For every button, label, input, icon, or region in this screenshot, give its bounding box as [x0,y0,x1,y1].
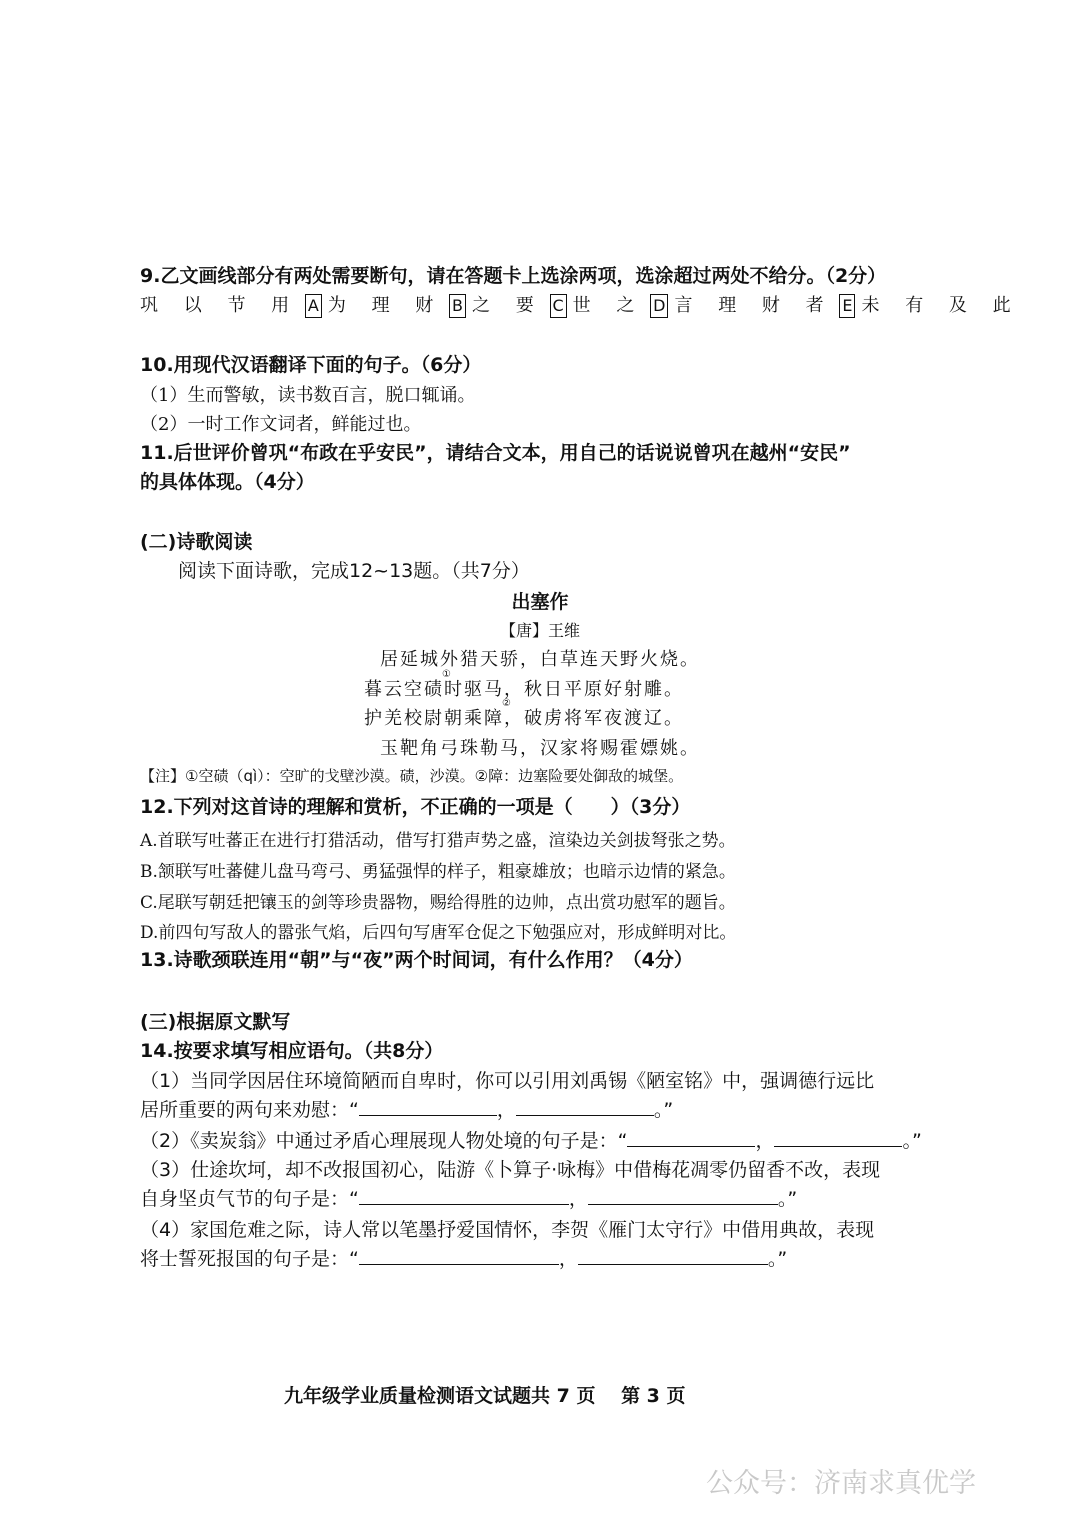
poem-line-4: 玉靶角弓珠勒马，汉家将赐霍嫖姚。 [380,738,700,759]
q12-option-b[interactable]: B.颔联写吐蕃健儿盘马弯弓、勇猛强悍的样子，粗豪雄放；也暗示边情的紧急。 [140,862,736,882]
note-mark-2: ② [502,698,511,709]
q14-item-1-blank-1[interactable] [359,1097,497,1116]
q9-segment-1: 巩 以 节 用 [140,295,300,316]
q9-segment-5: 言 理 财 者 [674,295,834,316]
q14-item-3-blank-1[interactable] [359,1186,569,1205]
q14-item-2 [140,1126,922,1153]
poem-line-1: 居延城外猎天骄，白草连天野火烧。 [380,649,700,670]
note-mark-1: ① [442,669,451,680]
q14-item-2-blank-1[interactable] [627,1128,755,1147]
q14-item-4-end: 。” [767,1248,788,1270]
q14-item-4-prompt: 将士誓死报国的句子是：“ [140,1248,359,1270]
q14-item-1-blank-2[interactable] [516,1097,654,1116]
q14-item-3-comma: ， [568,1188,588,1210]
q14-item-3-prompt: 自身坚贞气节的句子是：“ [140,1188,359,1210]
q11-title-line-2: 的具体体现。（4分） [140,471,315,493]
q9-option-e[interactable]: E [839,294,855,318]
q9-segment-2: 为 理 财 [327,295,444,316]
q14-item-1-comma: ， [496,1099,516,1121]
q14-item-1-line-2 [140,1095,673,1122]
q14-item-3-blank-2[interactable] [588,1186,778,1205]
q14-item-1-end: 。” [653,1099,674,1121]
q14-item-2-prompt: （2）《卖炭翁》中通过矛盾心理展现人物处境的句子是：“ [140,1130,628,1152]
q10-title: 10.用现代汉语翻译下面的句子。（6分） [140,354,482,376]
q10-sentence-2: （2）一时工作文词者，鲜能过也。 [140,414,422,435]
poem-author: 【唐】王维 [499,621,580,640]
q9-sentence [140,291,1021,318]
q14-item-2-end: 。” [902,1130,922,1152]
q12-option-c[interactable]: C.尾联写朝廷把镶玉的剑等珍贵器物，赐给得胜的边帅，点出赏功慰军的题旨。 [140,893,736,913]
q12-option-d[interactable]: D.前四句写敌人的嚣张气焰，后四句写唐军仓促之下勉强应对，形成鲜明对比。 [140,923,737,943]
q14-item-3-line-1: （3）仕途坎坷，却不改报国初心，陆游《卜算子·咏梅》中借梅花凋零仍留香不改，表现 [140,1159,881,1181]
q14-item-4-blank-2[interactable] [578,1246,768,1265]
q9-option-c[interactable]: C [550,294,567,318]
q14-item-3-end: 。” [777,1188,798,1210]
q10-sentence-1: （1）生而警敏，读书数百言，脱口辄诵。 [140,385,476,406]
q9-option-b[interactable]: B [449,294,466,318]
q9-option-a[interactable]: A [305,294,322,318]
section2-intro: 阅读下面诗歌，完成12~13题。（共7分） [178,560,530,582]
q9-segment-4: 世 之 [572,295,645,316]
page-footer: 九年级学业质量检测语文试题共 7 页 第 3 页 [284,1385,686,1407]
q9-segment-6: 未 有 及 此 [861,295,1021,316]
q9-title: 9.乙文画线部分有两处需要断句，请在答题卡上选涂两项，选涂超过两处不给分。（2分） [140,265,887,287]
q14-title: 14.按要求填写相应语句。（共8分） [140,1040,444,1062]
q14-item-4-line-2 [140,1244,787,1271]
q14-item-4-comma: ， [558,1248,578,1270]
q13-title: 13.诗歌颈联连用“朝”与“夜”两个时间词，有什么作用？（4分） [140,949,693,971]
q14-item-2-comma: ， [755,1130,775,1152]
q14-item-1-prompt: 居所重要的两句来劝慰：“ [140,1099,359,1121]
q14-item-4-line-1: （4）家国危难之际，诗人常以笔墨抒爱国情怀，李贺《雁门太守行》中借用典故，表现 [140,1219,875,1241]
q12-title: 12.下列对这首诗的理解和赏析，不正确的一项是（ ）（3分） [140,796,691,818]
section3-heading: (三)根据原文默写 [140,1011,291,1033]
poem-line-2-text: 暮云空碛时驱马，秋日平原好射雕。 [364,679,684,700]
q14-item-2-blank-2[interactable] [774,1128,902,1147]
q9-option-d[interactable]: D [650,294,668,318]
q11-title-line-1: 11.后世评价曾巩“布政在乎安民”，请结合文本，用自己的话说说曾巩在越州“安民” [140,442,851,464]
q9-segment-3: 之 要 [472,295,544,316]
q12-option-a[interactable]: A.首联写吐蕃正在进行打猎活动，借写打猎声势之盛，渲染边关剑拔弩张之势。 [140,831,736,851]
poem-title: 出塞作 [511,591,569,613]
section2-heading: (二)诗歌阅读 [140,531,253,553]
q14-item-3-line-2 [140,1184,797,1211]
watermark-text: 公众号：济南求真优学 [706,1468,976,1499]
poem-line-2 [364,675,684,701]
poem-note: 【注】①空碛（qì）：空旷的戈壁沙漠。碛，沙漠。②障：边塞险要处御敌的城堡。 [140,767,684,785]
q14-item-4-blank-1[interactable] [359,1246,559,1265]
q14-item-1-line-1: （1）当同学因居住环境简陋而自卑时，你可以引用刘禹锡《陋室铭》中，强调德行远比 [140,1070,875,1092]
poem-line-3: 护羌校尉朝乘障，破虏将军夜渡辽。 [364,708,684,729]
